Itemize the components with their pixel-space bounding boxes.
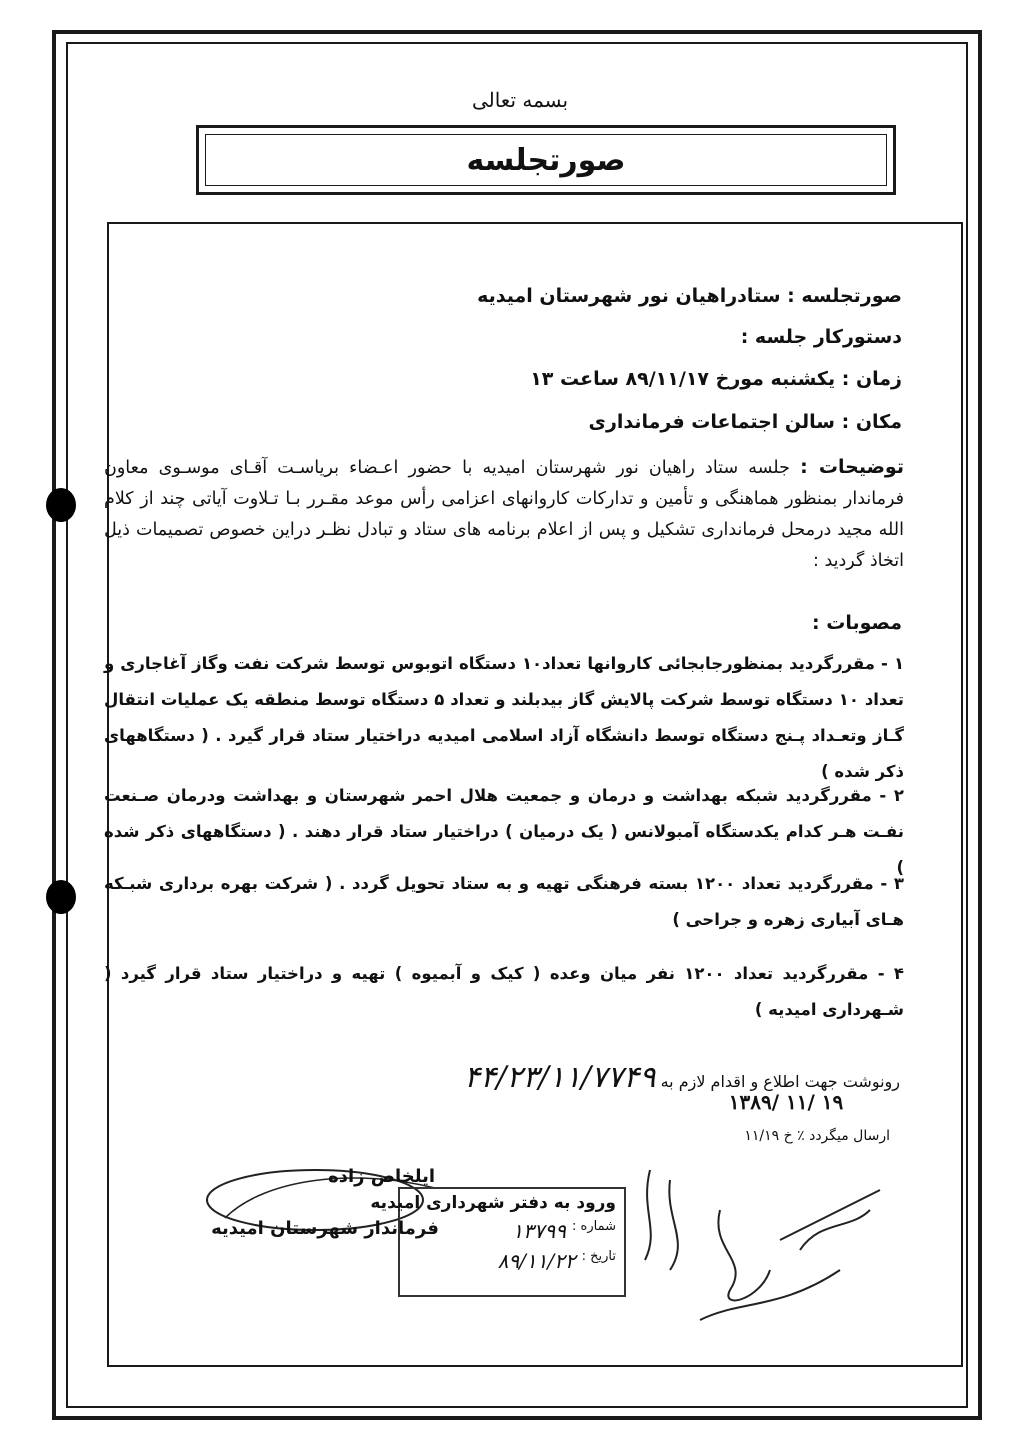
- time-value: یکشنبه مورخ ۸۹/۱۱/۱۷ ساعت ۱۳: [530, 368, 836, 390]
- notes-paragraph: [104, 452, 904, 577]
- date-stamp: ۱۳۸۹/ ۱۱/ ۱۹: [728, 1090, 844, 1114]
- signer-title: فرماندار شهرستان امیدیه: [211, 1218, 439, 1239]
- resolutions-heading: [812, 612, 902, 634]
- entry-stamp: [370, 1187, 626, 1297]
- stamp-number-row: [408, 1219, 616, 1243]
- resolution-4: ۴ - مقررگردید تعداد ۱۲۰۰ نفر میان وعده ( کیک و آبمیوه ) تهیه و دراختیار ستاد قرار گیرد ( شـهرداری امیدیه ): [104, 964, 904, 1019]
- stamp-date-row: [408, 1249, 616, 1273]
- resolution-3: ۳ - مقررگردید تعداد ۱۲۰۰ بسته فرهنگی تهیه و به ستاد تحویل گردد . ( شرکت بهره برداری شبـکه هـای آبیاری زهره و جراحی ): [104, 874, 904, 929]
- cc-number: ۴۴/۲۳/۱۱/۷۷۴۹: [464, 1060, 656, 1095]
- subject-value: ستادراهیان نور شهرستان امیدیه: [477, 285, 781, 307]
- stamp-date-value: ۸۹/۱۱/۲۲: [497, 1249, 576, 1273]
- cc-text: رونوشت جهت اطلاع و اقدام لازم به: [660, 1072, 900, 1091]
- agenda-label: دستورکار جلسه :: [740, 326, 902, 348]
- resolutions-label: مصوبات :: [812, 612, 902, 634]
- stamp-number-value: ۱۳۷۹۹: [512, 1219, 567, 1243]
- agenda-line: [741, 326, 902, 348]
- place-value: سالن اجتماعات فرمانداری: [588, 411, 835, 433]
- document-title: صورتجلسه: [205, 134, 887, 186]
- notes-label: توضیحات :: [800, 456, 904, 478]
- stamp-number-label: شماره :: [572, 1219, 616, 1234]
- signer-name: ایلخاص زاده: [328, 1166, 435, 1187]
- resolution-1: ۱ - مقررگردید بمنظورجابجائی کاروانها تعداد۱۰ دستگاه اتوبوس توسط شرکت نفت وگاز آغاجاری و تعداد ۱۰ دستگاه توسط شرکت پالایش گاز بیدبلند و تعداد ۵ دستگاه توسط منطقه یک عملیات انتقال گـاز وتعـداد پـنج دستگاه توسط دانشگاه آزاد اسلامی امیدیه دراختیار ستاد قرار گیرد . ( دستگاههای ذکر شده ): [104, 654, 905, 781]
- title-box: [196, 125, 896, 195]
- subject-label: صورتجلسه :: [787, 285, 902, 307]
- time-line: [530, 368, 902, 390]
- subject-line: [477, 285, 902, 307]
- notes-text: جلسه ستاد راهیان نور شهرستان امیدیه با حضور اعـضاء بریاسـت آقـای موسـوی معاون فرماندار بمنظور هماهنگی و تأمین و تدارکات کاروانهای اعزامی رأس موعد مقـرر بـا تـلاوت آیاتی چند از کلام الله مجید درمحل فرمانداری تشکیل و پس از اعلام برنامه های ستاد و تبادل نظـر دراین خصوص تصمیمات ذیل اتخاذ گردید :: [104, 458, 904, 571]
- send-note: ارسال میگردد ٪ خ ۱۱/۱۹: [744, 1128, 890, 1144]
- time-label: زمان :: [841, 368, 902, 390]
- punch-hole-bottom: [46, 880, 76, 914]
- stamp-date-label: تاریخ :: [581, 1249, 616, 1264]
- blessing-heading: بسمه تعالی: [471, 88, 569, 112]
- place-line: [589, 411, 902, 433]
- punch-hole-top: [46, 488, 76, 522]
- resolution-2: ۲ - مقررگردید شبکه بهداشت و درمان و جمعیت هلال احمر شهرستان و بهداشت ودرمان صـنعت نفـت هـر کدام یکدستگاه آمبولانس ( یک درمیان ) دراختیار ستاد قرار دهند . ( دستگاههای ذکر شده ): [104, 786, 904, 877]
- handwritten-scribble-icon: [600, 1150, 900, 1350]
- place-label: مکان :: [841, 411, 902, 433]
- stamp-title: ورود به دفتر شهرداری امیدیه: [370, 1193, 616, 1213]
